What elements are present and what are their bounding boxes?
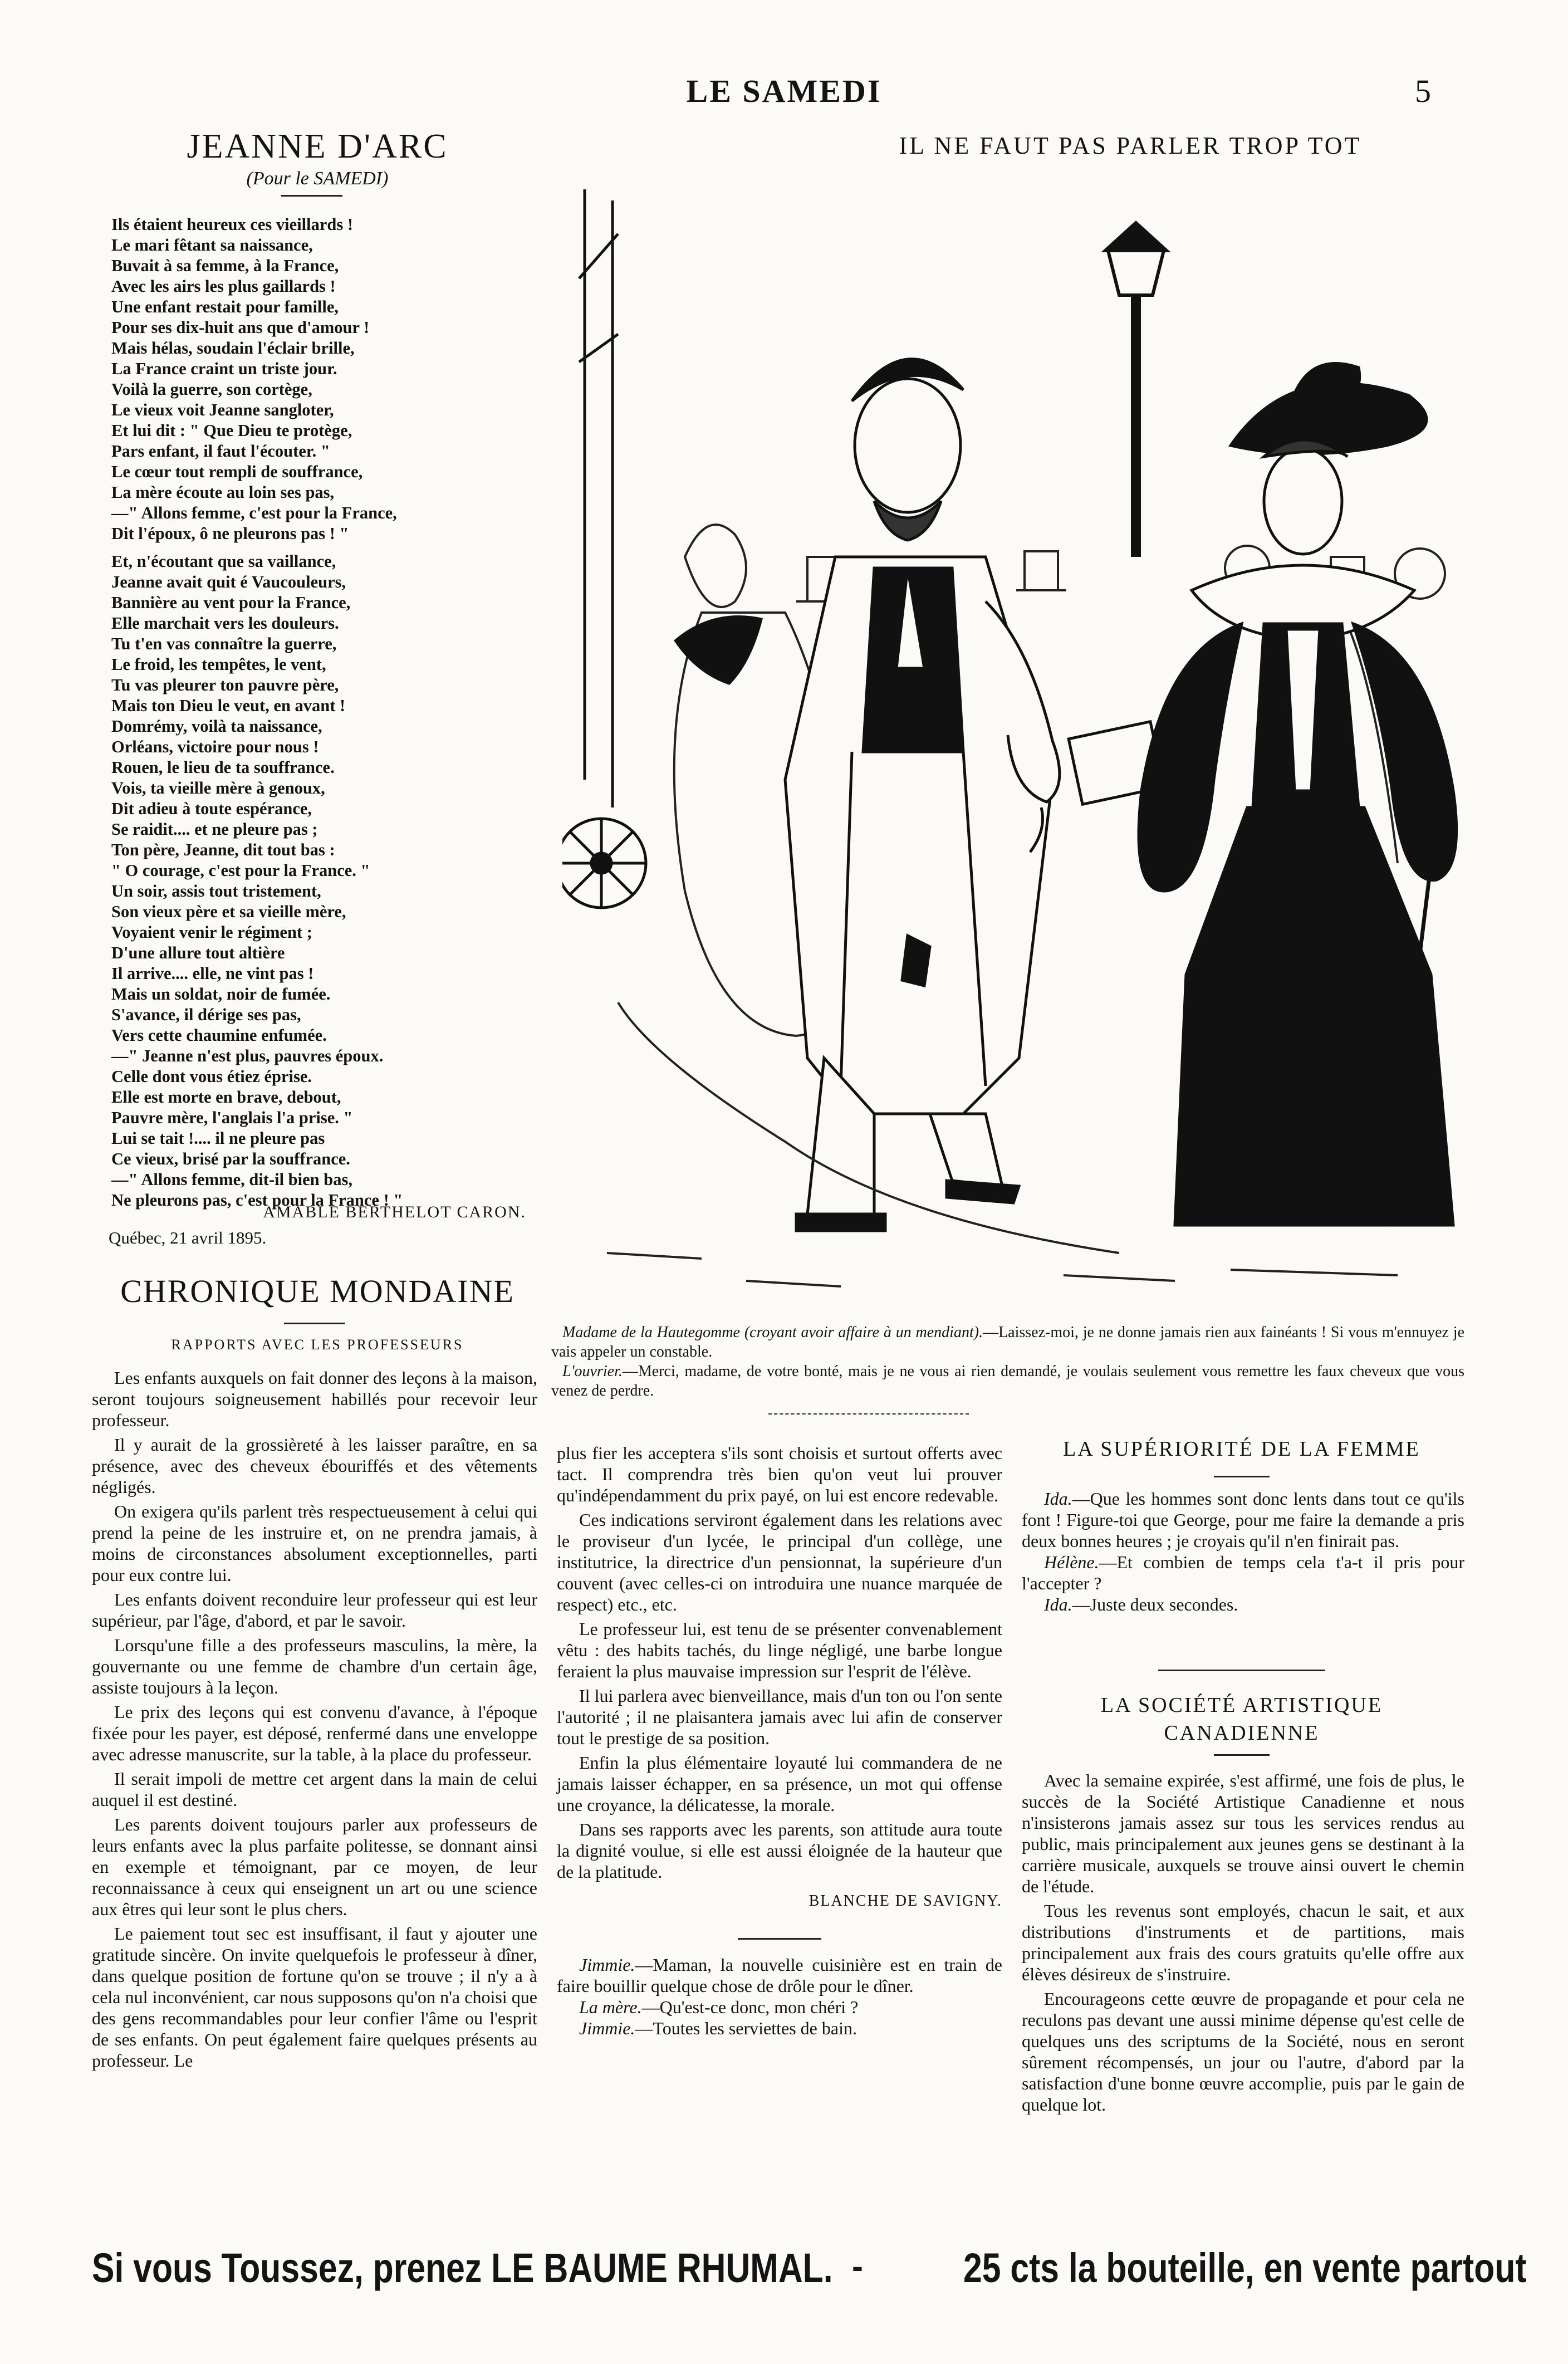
superiorite-line: Ida.—Que les hommes sont donc lents dans tout ce qu'ils font ! Figure-toi que George, pour me faire la demande a pris deux bonnes heures ; je croyais qu'il n'en finirait pas. (1022, 1489, 1464, 1551)
poem-place-date: Québec, 21 avril 1895. (109, 1228, 267, 1247)
masthead-title: LE SAMEDI (686, 73, 882, 109)
chronique-signature: BLANCHE DE SAVIGNY. (808, 1892, 1002, 1910)
divider (281, 195, 342, 197)
divider (284, 1323, 345, 1324)
chronique-paragraph: Il lui parlera avec bienveillance, mais d'un ton ou l'on sente l'autorité ; il ne plaisantera jamais avec lui afin de conserver tout le prestige de sa position. (557, 1686, 1002, 1748)
jimmie-line: Jimmie.—Maman, la nouvelle cuisinière est en train de faire bouillir quelque chose de drôle pour le dîner. (557, 1955, 1002, 1996)
speaker: Ida. (1044, 1489, 1072, 1509)
chronique-paragraph: Enfin la plus élémentaire loyauté lui commandera de ne jamais laisser échapper, en sa présence, un mot qui offense une croyance, la délicatesse, la morale. (557, 1753, 1002, 1815)
footer-ad-right: 25 cts la bouteille, en vente partout (963, 2245, 1527, 2291)
caption-line: Madame de la Hautegomme (croyant avoir affaire à un mendiant).—Laissez-moi, je ne donne jamais rien aux fainéants ! Si vous m'ennuyez je vais appeler un constable. (551, 1324, 1464, 1360)
divider (768, 1413, 969, 1415)
chronique-paragraph: Il serait impoli de mettre cet argent dans la main de celui auquel il est destiné. (92, 1769, 537, 1810)
divider (738, 1938, 821, 1940)
chronique-paragraph: Ces indications serviront également dans les relations avec le proviseur d'un lycée, le principal d'un collège, une institutrice, la directrice d'un pensionnat, la supérieure d'un couvent (avec celles-ci on introduira une nuance marquée de respect) etc., etc. (557, 1510, 1002, 1614)
footer-ad-dash: - (852, 2248, 863, 2285)
poem-stanza-3: Un soir, assis tout tristement, Son vieux père et sa vieille mère, Voyaient venir le régiment ; D'une allure tout altière Il arrive.... elle, ne vint pas ! Mais un soldat, noir de fumée. S'avance, il dérige ses pas, Vers cette chaumine enfumée. —" Jeanne n'est plus, pauvres époux. Celle dont vous étiez éprise. Elle est morte en brave, debout, Pauvre mère, l'anglais l'a prise. " Lui se tait !.... il ne pleure pas Ce vieux, brisé par la souffrance. —" Allons femme, dit-il bien bas, Ne pleurons pas, c'est pour la France ! " (111, 882, 403, 1210)
caption-line: L'ouvrier.—Merci, madame, de votre bonté, mais je ne vous ai rien demandé, je voulais seulement vous remettre les faux cheveux que vous venez de perdre. (551, 1363, 1464, 1399)
footer-ad-left: Si vous Toussez, prenez LE BAUME RHUMAL. (92, 2245, 833, 2291)
societe-paragraph: Tous les revenus sont employés, chacun le sait, et aux distributions d'instruments et de partitions, mais principalement aux frais des cours gratuits qu'elle offre aux élèves désireux de s'instruire. (1022, 1901, 1464, 1984)
chronique-paragraph: plus fier les acceptera s'ils sont choisis et surtout offerts avec tact. Il comprendra très bien qu'on veut lui prouver qu'indépendamment du prix payé, on lui est encore redevable. (557, 1443, 1002, 1505)
superiorite-line: Hélène.—Et combien de temps cela t'a-t il pris pour l'accepter ? (1022, 1552, 1464, 1593)
chronique-title: CHRONIQUE MONDAINE (120, 1273, 514, 1309)
societe-paragraph: Avec la semaine expirée, s'est affirmé, une fois de plus, le succès de la Société Artistique Canadienne et nous n'insisterons jamais assez sur tous les services rendus au public, mais principalement aux jeunes gens se destinant à la carrière musicale, auxquels se trouve ainsi ouvert le chemin de l'étude. (1022, 1770, 1464, 1896)
speaker: Jimmie. (579, 1955, 635, 1975)
chronique-paragraph: Les parents doivent toujours parler aux professeurs de leurs enfants avec la plus parfaite politesse, se donnant ainsi en exemple et témoignant, par ce moyen, de leur reconnaissance à ceux qui enseignent un art ou une science aux êtres qui leur sont le plus chers. (92, 1814, 537, 1919)
speaker: Hélène. (1044, 1552, 1099, 1572)
chronique-subtitle: RAPPORTS AVEC LES PROFESSEURS (171, 1337, 464, 1353)
divider (1214, 1754, 1270, 1756)
chronique-paragraph: Dans ses rapports avec les parents, son attitude aura toute la dignité voulue, si elle est aussi éloignée de la hauteur que de la platitude. (557, 1819, 1002, 1882)
speaker: L'ouvrier. (562, 1363, 623, 1380)
speaker: Jimmie. (579, 2018, 635, 2038)
jimmie-line: Jimmie.—Toutes les serviettes de bain. (579, 2018, 857, 2038)
speaker: Madame de la Hautegomme (croyant avoir affaire à un mendiant). (562, 1324, 983, 1341)
chronique-paragraph: Les enfants auxquels on fait donner des leçons à la maison, seront toujours soigneusement habillés pour recevoir leur professeur. (92, 1368, 537, 1430)
poem-signature: AMABLE BERTHELOT CARON. (263, 1203, 526, 1221)
chronique-paragraph: Lorsqu'une fille a des professeurs masculins, la mère, la gouvernante ou une femme de chambre d'un certain âge, assiste toujours à la leçon. (92, 1635, 537, 1697)
societe-title-line-1: LA SOCIÉTÉ ARTISTIQUE (1100, 1694, 1383, 1717)
speaker: Ida. (1044, 1594, 1072, 1614)
jimmie-line: La mère.—Qu'est-ce donc, mon chéri ? (579, 1997, 859, 2017)
chronique-column-2 (557, 1442, 1002, 2039)
chronique-paragraph: Il y aurait de la grossièreté à les laisser paraître, en sa présence, avec des cheveux ébouriffés et des vêtements négligés. (92, 1435, 537, 1497)
chronique-column-1 (92, 1367, 537, 2074)
poem-subtitle: (Pour le SAMEDI) (246, 168, 389, 189)
illustration-title: IL NE FAUT PAS PARLER TROP TOT (899, 132, 1362, 159)
chronique-paragraph: Le paiement tout sec est insuffisant, il faut y ajouter une gratitude sincère. On invite quelquefois le professeur à dîner, dans quelque position de fortune qu'on se trouve ; il n'y a à cela nul inconvénient, car nous supposons qu'on n'a choisi que des gens recommandables pour leur confier l'âme ou l'esprit de ses enfants. On peut également faire quelques présents au professeur. Le (92, 1923, 537, 2071)
superiorite-dialog (1022, 1488, 1464, 1615)
societe-paragraph: Encourageons cette œuvre de propagande et pour cela ne reculons pas devant une aussi minime dépense qu'est celle de quelques uns des scriptums de la Société, nous en seront sûrement récompensés, un jour ou l'autre, d'abord par la satisfaction d'une bonne œuvre accomplie, puis par le gain de quelque lot. (1022, 1989, 1464, 2115)
chronique-paragraph: On exigera qu'ils parlent très respectueusement à celui qui prend la peine de les instruire et, on ne prendra jamais, à moins de circonstances absolument exceptionnelles, parti pour eux contre lui. (92, 1501, 537, 1585)
superiorite-title: LA SUPÉRIORITÉ DE LA FEMME (1063, 1437, 1420, 1461)
street-scene-engraving (562, 167, 1464, 1314)
chronique-paragraph: Les enfants doivent reconduire leur professeur qui est leur supérieur, par l'âge, d'abord, et par le savoir. (92, 1589, 537, 1631)
chronique-paragraph: Le prix des leçons qui est convenu d'avance, à l'époque fixée pour les payer, est déposé, renfermé dans une enveloppe avec adresse manuscrite, sur la table, à la place du professeur. (92, 1702, 537, 1764)
page-number: 5 (1415, 73, 1431, 109)
superiorite-line: Ida.—Juste deux secondes. (1044, 1594, 1238, 1614)
chronique-paragraph: Le professeur lui, est tenu de se présenter convenablement vêtu : des habits tachés, du linge négligé, une barbe longue feraient la plus mauvaise impression sur l'esprit de l'élève. (557, 1619, 1002, 1681)
poem-stanza-2: Et, n'écoutant que sa vaillance, Jeanne avait quit é Vaucouleurs, Bannière au vent pour la France, Elle marchait vers les douleurs. Tu t'en vas connaître la guerre, Le froid, les tempêtes, le vent, Tu vas pleurer ton pauvre père, Mais ton Dieu le veut, en avant ! Domrémy, voilà ta naissance, Orléans, victoire pour nous ! Rouen, le lieu de ta souffrance. Vois, ta vieille mère à genoux, Dit adieu à toute espérance, Se raidit.... et ne pleure pas ; Ton père, Jeanne, dit tout bas : " O courage, c'est pour la France. " (111, 552, 370, 880)
speaker: La mère. (579, 1997, 642, 2017)
societe-title-line-2: CANADIENNE (1164, 1721, 1320, 1745)
societe-article (1022, 1770, 1464, 2118)
illustration-caption (551, 1323, 1464, 1401)
divider (1214, 1476, 1270, 1477)
divider (1158, 1670, 1325, 1671)
poem-title: JEANNE D'ARC (187, 128, 448, 165)
poem-stanza-1: Ils étaient heureux ces vieillards ! Le mari fêtant sa naissance, Buvait à sa femme, à la France, Avec les airs les plus gaillards ! Une enfant restait pour famille, Pour ses dix-huit ans que d'amour ! Mais hélas, soudain l'éclair brille, La France craint un triste jour. Voilà la guerre, son cortège, Le vieux voit Jeanne sangloter, Et lui dit : " Que Dieu te protège, Pars enfant, il faut l'écouter. " Le cœur tout rempli de souffrance, La mère écoute au loin ses pas, —" Allons femme, c'est pour la France, Dit l'époux, ô ne pleurons pas ! " (111, 215, 397, 543)
